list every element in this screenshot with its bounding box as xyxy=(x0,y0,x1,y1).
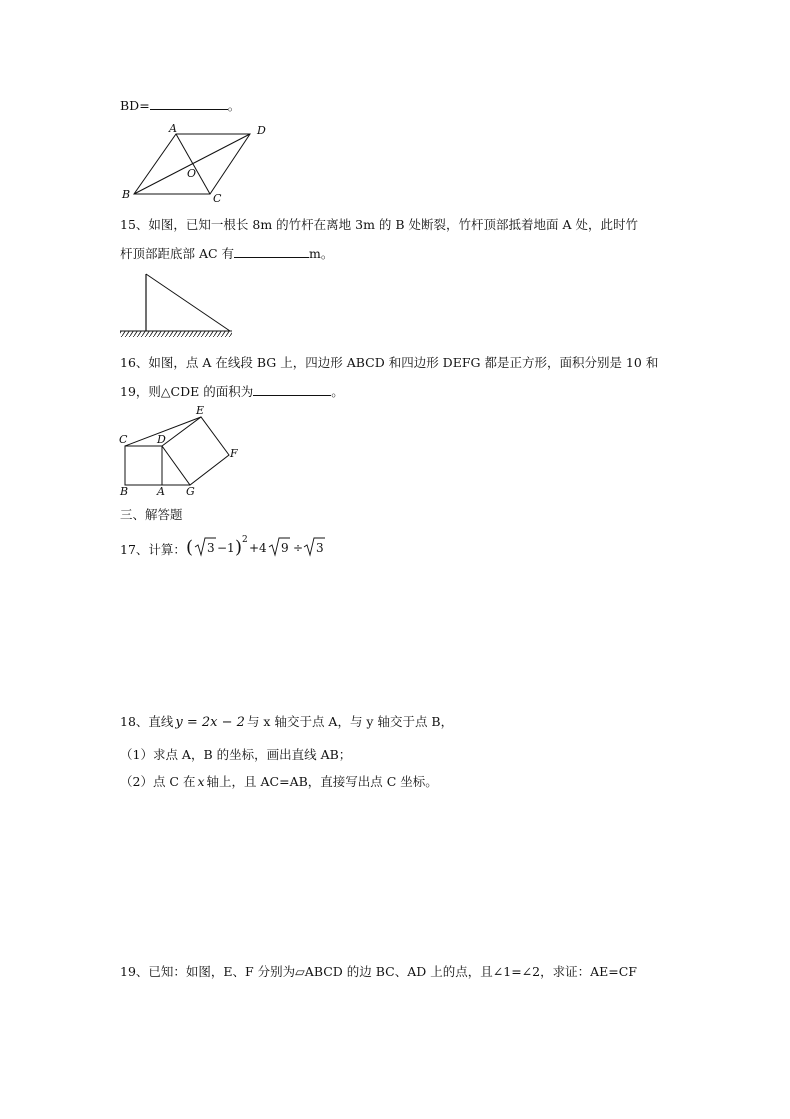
q17-expression xyxy=(186,534,336,562)
svg-text:): ) xyxy=(235,537,243,558)
q19-line: 19、已知：如图，E、F 分别为▱ABCD 的边 BC、AD 上的点，且∠1=∠2，求证：AE=CF xyxy=(120,964,637,979)
fig16-label-g: G xyxy=(186,485,195,498)
fig16-label-b: B xyxy=(120,485,129,498)
square-abcd xyxy=(125,446,162,485)
q17-prefix: 17、计算： xyxy=(120,542,186,557)
q15-line2-suffix: m。 xyxy=(309,246,334,261)
q15-line1: 15、如图，已知一根长 8m 的竹杆在离地 3m 的 B 处断裂，竹杆顶部抵着地面 A 处，此时竹 xyxy=(120,217,639,232)
svg-text:(: ( xyxy=(186,537,194,558)
q16-line2-prefix: 19，则△CDE 的面积为 xyxy=(120,384,254,399)
fig14-label-o: O xyxy=(187,167,197,180)
q17-sqrt3-b: 3 xyxy=(316,541,324,555)
bamboo-broken-part xyxy=(146,274,230,331)
q18-equation: y = 2x − 2 xyxy=(175,715,245,730)
fig14-label-b: B xyxy=(122,188,131,201)
q18-suffix: 与 x 轴交于点 A，与 y 轴交于点 B， xyxy=(246,714,454,729)
q18-prefix: 18、直线 xyxy=(120,714,174,729)
q17-minus-one: −1 xyxy=(217,541,235,555)
fig14-label-a: A xyxy=(169,122,177,135)
q17-plus-four: +4 xyxy=(249,541,267,555)
q16-line1: 16、如图，点 A 在线段 BG 上，四边形 ABCD 和四边形 DEFG 都是正方形，面积分别是 10 和 xyxy=(120,355,659,370)
fig16-label-a: A xyxy=(157,485,165,498)
q17-divide: ÷ xyxy=(293,541,304,555)
q15-answer-blank[interactable] xyxy=(234,257,309,258)
q18-part2-prefix: （2）点 C 在 xyxy=(120,774,196,789)
q17-sqrt3-a: 3 xyxy=(207,541,215,555)
q16-answer-blank[interactable] xyxy=(253,395,331,396)
ground-hatching xyxy=(120,331,232,337)
fig14-label-d: D xyxy=(257,124,266,137)
q18-part2 xyxy=(120,772,438,790)
q16-line2-suffix: 。 xyxy=(331,384,344,399)
q16-line2 xyxy=(120,382,344,400)
q14-suffix: 。 xyxy=(227,98,241,113)
fig14-label-c: C xyxy=(213,192,222,205)
q18-part1: （1）求点 A，B 的坐标，画出直线 AB； xyxy=(120,747,352,762)
squares-figure xyxy=(116,404,246,496)
q14-line xyxy=(120,96,240,114)
q18-part2-suffix: 轴上，且 AC=AB，直接写出点 C 坐标。 xyxy=(206,774,438,789)
q17-sqrt9: 9 xyxy=(281,541,289,555)
fig16-label-c: C xyxy=(119,433,128,446)
q18-part2-var: x xyxy=(197,774,205,789)
fig16-label-f: F xyxy=(230,447,238,460)
parallelogram-figure xyxy=(118,122,288,205)
q17-line xyxy=(120,535,324,558)
q17-exponent: 2 xyxy=(242,535,248,545)
bamboo-figure xyxy=(118,270,238,342)
fig16-label-d: D xyxy=(157,433,166,446)
q15-line2-prefix: 杆顶部距底部 AC 有 xyxy=(120,246,235,261)
q14-prefix: BD= xyxy=(120,98,150,113)
square-defg xyxy=(162,417,229,485)
q18-line xyxy=(120,712,453,730)
fig16-label-e: E xyxy=(196,404,205,417)
section-title: 三、解答题 xyxy=(120,507,183,522)
q15-line2 xyxy=(120,244,333,262)
q14-answer-blank[interactable] xyxy=(150,109,228,110)
diagonal-bd xyxy=(134,134,250,194)
